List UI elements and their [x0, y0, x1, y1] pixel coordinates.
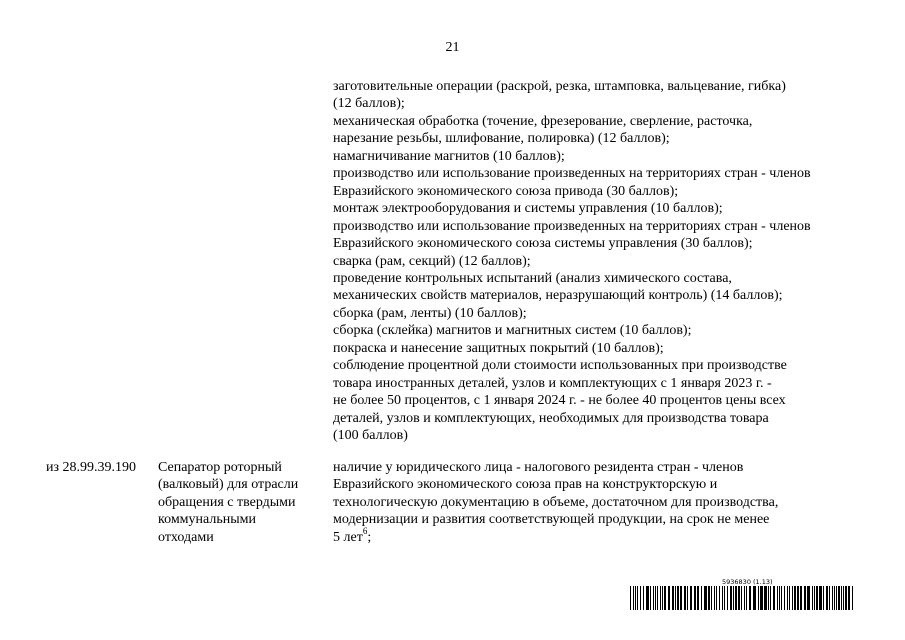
barcode-bar	[852, 586, 853, 610]
condition-last-line	[333, 526, 873, 546]
barcode-bar	[733, 586, 734, 610]
barcode-bar	[677, 586, 679, 610]
criteria-line: производство или использование произведенных на территориях стран - членов	[333, 166, 811, 182]
barcode-bar	[826, 586, 828, 610]
product-name-line: Сепаратор роторный	[158, 460, 282, 475]
barcode-bar	[675, 586, 676, 610]
barcode-bar	[836, 586, 837, 610]
barcode-bar	[845, 586, 847, 610]
product-condition	[333, 459, 873, 546]
barcode-bar	[807, 586, 810, 610]
criteria-line: сборка (склейка) магнитов и магнитных систем (10 баллов);	[333, 323, 692, 339]
barcode-bar	[711, 586, 712, 610]
condition-line: технологическую документацию в объеме, достаточном для производства,	[333, 494, 779, 510]
okpd2-code: из 28.99.39.190	[46, 460, 137, 475]
barcode-bar	[829, 586, 830, 610]
barcode-bar	[646, 586, 649, 610]
barcode-bar	[749, 586, 751, 610]
criteria-line: механическая обработка (точение, фрезерование, сверление, расточка,	[333, 113, 753, 129]
condition-line: модернизации и развития соответствующей продукции, на срок не менее	[333, 512, 770, 528]
barcode-bar	[650, 586, 651, 610]
criteria-line: нарезание резьбы, шлифование, полировка) (12 баллов);	[333, 131, 670, 147]
barcode-bar	[633, 586, 634, 610]
barcode-bar	[764, 586, 767, 610]
criteria-list	[333, 78, 873, 445]
barcode-bar	[768, 586, 769, 610]
condition-last-text: 5 лет	[333, 529, 363, 545]
criteria-line: механических свойств материалов, неразрушающий контроль) (14 баллов);	[333, 288, 783, 304]
barcode-bar	[672, 586, 674, 610]
barcode-bar	[819, 586, 822, 610]
barcode-bar	[758, 586, 759, 610]
criteria-line: (100 баллов)	[333, 428, 408, 444]
barcode-image	[630, 586, 856, 610]
barcode-bar	[664, 586, 666, 610]
barcode-bar	[690, 586, 692, 610]
barcode-bar	[779, 586, 780, 610]
barcode-bar	[640, 586, 641, 610]
barcode-bar	[797, 586, 799, 610]
barcode-bar	[792, 586, 793, 610]
barcode-bar	[735, 586, 737, 610]
barcode-bar	[814, 586, 815, 610]
page-number: 21	[445, 40, 460, 55]
barcode-bar	[694, 586, 696, 610]
criteria-line: сварка (рам, секций) (12 баллов);	[333, 253, 531, 269]
barcode-bar	[657, 586, 658, 610]
criteria-line: (12 баллов);	[333, 96, 405, 112]
barcode-bar	[744, 586, 745, 610]
criteria-line: монтаж электрооборудования и системы управления (10 баллов);	[333, 201, 723, 217]
criteria-line: проведение контрольных испытаний (анализ химического состава,	[333, 270, 732, 286]
barcode-bar	[662, 586, 663, 610]
criteria-line: Евразийского экономического союза привода (30 баллов);	[333, 183, 679, 199]
barcode-bar	[753, 586, 756, 610]
barcode-bar	[841, 586, 842, 610]
barcode-bar	[848, 586, 850, 610]
product-name-line: коммунальными	[158, 512, 256, 528]
barcode-bar	[668, 586, 670, 610]
condition-text	[333, 459, 873, 529]
criteria-line: не более 50 процентов, с 1 января 2024 г. - не более 40 процентов цены всех	[333, 393, 786, 409]
barcode-bar	[760, 586, 763, 610]
document-id: 5936830 (1.13)	[722, 578, 773, 586]
barcode-bar	[714, 586, 715, 610]
barcode-bar	[730, 586, 732, 610]
product-name-line: (валковый) для отрасли	[158, 477, 299, 493]
barcode-bar	[781, 586, 782, 610]
barcode-bar	[684, 586, 686, 610]
barcode-bar	[630, 586, 631, 610]
barcode-bar	[643, 586, 644, 610]
barcode-bar	[804, 586, 806, 610]
barcode-bar	[787, 586, 788, 610]
barcode-bar	[687, 586, 688, 610]
barcode-bar	[834, 586, 835, 610]
barcode-bar	[660, 586, 661, 610]
barcode-bar	[741, 586, 742, 610]
barcode-bar	[727, 586, 728, 610]
barcode-bar	[832, 586, 833, 610]
barcode-bar	[704, 586, 707, 610]
criteria-line: товара иностранных деталей, узлов и комплектующих с 1 января 2023 г. -	[333, 375, 772, 391]
criteria-line: Евразийского экономического союза системы управления (30 баллов);	[333, 236, 753, 252]
condition-tail: ;	[367, 529, 372, 545]
criteria-line: намагничивание магнитов (10 баллов);	[333, 148, 565, 164]
barcode-bar	[635, 586, 636, 610]
barcode-bar	[816, 586, 818, 610]
barcode-bar	[701, 586, 702, 610]
barcode-bar	[722, 586, 723, 610]
barcode-bar	[823, 586, 824, 610]
barcode-bar	[838, 586, 840, 610]
barcode-bar	[746, 586, 747, 610]
barcode-bar	[680, 586, 682, 610]
barcode-bar	[777, 586, 778, 610]
barcode-bar	[719, 586, 720, 610]
criteria-line: производство или использование произведенных на территориях стран - членов	[333, 218, 811, 234]
barcode-bar	[773, 586, 775, 610]
criteria-line: заготовительные операции (раскрой, резка, штамповка, вальцевание, гибка)	[333, 79, 786, 94]
footnote-mark: 6	[362, 526, 368, 537]
barcode-bar	[843, 586, 844, 610]
product-name	[158, 459, 298, 546]
criteria-line: соблюдение процентной доли стоимости использованных при производстве	[333, 358, 787, 374]
product-name-line: отходами	[158, 529, 214, 545]
barcode-bar	[697, 586, 699, 610]
barcode-bar	[653, 586, 654, 610]
barcode-bar	[637, 586, 638, 610]
barcode-bar	[789, 586, 790, 610]
barcode-bar	[655, 586, 656, 610]
barcode-bar	[812, 586, 813, 610]
barcode-bar	[794, 586, 796, 610]
barcode-bar	[738, 586, 740, 610]
barcode-bar	[784, 586, 785, 610]
barcode-bar	[770, 586, 771, 610]
criteria-line: деталей, узлов и комплектующих, необходимых для производства товара	[333, 410, 769, 426]
barcode-bar	[708, 586, 710, 610]
criteria-line: покраска и нанесение защитных покрытий (10 баллов);	[333, 340, 664, 356]
barcode-bar	[716, 586, 717, 610]
criteria-line: сборка (рам, ленты) (10 баллов);	[333, 305, 527, 321]
condition-line: наличие у юридического лица - налогового резидента стран - членов	[333, 460, 744, 475]
barcode-bar	[800, 586, 802, 610]
barcode-bar	[724, 586, 725, 610]
product-name-line: обращения с твердыми	[158, 494, 296, 510]
condition-line: Евразийского экономического союза прав на конструкторскую и	[333, 477, 718, 493]
